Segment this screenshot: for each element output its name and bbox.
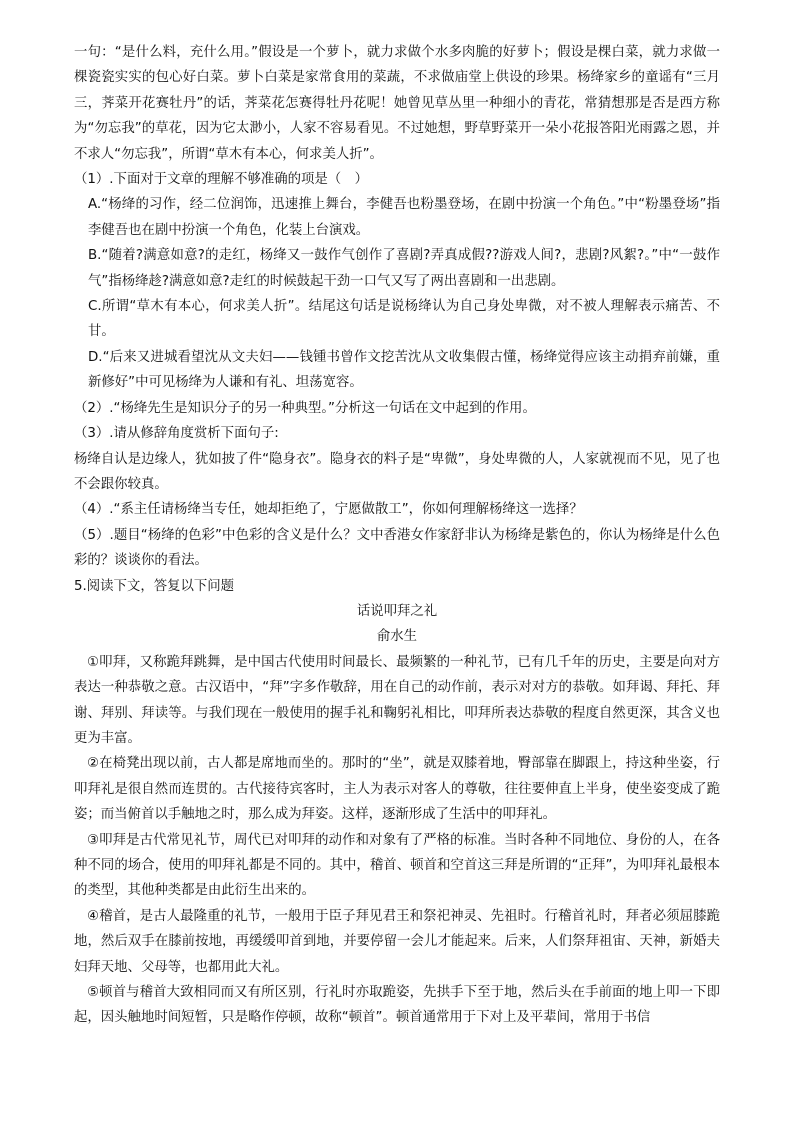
question-1-option-c: C.所谓“草木有本心，何求美人折”。结尾这句话是说杨绛认为自己身处卑微，对不被人理解表示痛苦、不甘。 [88,299,720,340]
document-page [74,40,720,1031]
question-3: （3）.请从修辞角度赏析下面句子: [74,426,279,442]
article-author: 俞水生 [376,629,418,645]
article-title: 话说叩拜之礼 [356,603,438,619]
question-1-option-d: D.“后来又进城看望沈从文夫妇——钱锺书曾作文挖苦沈从文收集假古懂，杨绛觉得应该主动捐弃前嫌，重新修好”中可见杨绛为人谦和有礼、坦荡宽容。 [88,349,720,391]
question-4: （4）.“系主任请杨绛当专任，她却拒绝了，宁愿做散工”，你如何理解杨绛这一选择？ [74,502,583,518]
article-paragraph-1: ①叩拜，又称跪拜跳舞，是中国古代使用时间最长、最频繁的一种礼节，已有几千年的历史，主要是向对方表达一种恭敬之意。古汉语中，“拜”字多作敬辞，用在自己的动作前，表示对对方的恭敬。如拜谒、拜托、拜谢、拜别、拜读等。与我们现在一般使用的握手礼和鞠躬礼相比，叩拜所表达恭敬的程度自然更深，其含义也更为丰富。 [74,654,720,746]
question-1-option-a: A.“杨绛的习作，经二位润饰，迅速推上舞台，李健吾也粉墨登场，在剧中扮演一个角色。”中“粉墨登场”指李健吾也在剧中扮演一个角色，化装上台演戏。 [88,197,720,238]
question-1-option-b: B.“随着?满意如意?的走红，杨绛又一鼓作气创作了喜剧?弄真成假??游戏人间?，悲剧?风絮?。”中“一鼓作气”指杨绛趁?满意如意?走红的时候鼓起干劲一口气又写了两出喜剧和一出悲剧。 [88,248,720,289]
question-5: （5）.题目“杨绛的色彩”中色彩的含义是什么？文中香港女作家舒非认为杨绛是紫色的，你认为杨绛是什么色彩的？谈谈你的看法。 [74,527,720,569]
article-paragraph-5: ⑤顿首与稽首大致相同而又有所区别，行礼时亦取跪姿，先拱手下至于地，然后头在手前面的地上叩一下即起，因头触地时间短暂，只是略作停顿，故称“顿首”。顿首通常用于下对上及平辈间，常用于书信 [74,985,720,1026]
section-5-heading: 5.阅读下文，答复以下问题 [74,578,235,594]
article-paragraph-3: ③叩拜是古代常见礼节，周代已对叩拜的动作和对象有了严格的标准。当时各种不同地位、身份的人，在各种不同的场合，使用的叩拜礼都是不同的。其中，稽首、顿首和空首这三拜是所谓的“正拜”，为叩拜礼最根本的类型，其他种类都是由此衍生出来的。 [74,832,720,899]
question-1: （1）.下面对于文章的理解不够准确的项是（ ） [74,172,368,188]
passage-ending-paragraph: 一句：“是什么料，充什么用。”假设是一个萝卜，就力求做个水多肉脆的好萝卜；假设是棵白菜，就力求做一棵瓷瓷实实的包心好白菜。萝卜白菜是家常食用的菜蔬，不求做庙堂上供设的珍果。杨绛家乡的童谣有“三月三，荠菜开花赛牡丹”的话，荠菜花怎赛得牡丹花呢！她曾见草丛里一种细小的青花，常猜想那是否是西方称为“勿忘我”的草花，因为它太渺小，人家不容易看见。不过她想，野草野菜开一朵小花报答阳光雨露之恩，并不求人“勿忘我”，所谓“草木有本心，何求美人折”。 [74,45,720,162]
article-paragraph-2: ②在椅凳出现以前，古人都是席地而坐的。那时的“坐”，就是双膝着地，臀部靠在脚跟上，持这种坐姿，行叩拜礼是很自然而连贯的。古代接待宾客时，主人为表示对客人的尊敬，往往要伸直上半身，使坐姿变成了跪姿；而当俯首以手触地之时，那么成为拜姿。这样，逐渐形成了生活中的叩拜礼。 [74,756,720,823]
question-3-quoted-sentence: 杨绛自认是边缘人，犹如披了件“隐身衣”。隐身衣的料子是“卑微”，身处卑微的人，人家就视而不见，见了也不会跟你较真。 [74,451,720,492]
question-2: （2）.“杨绛先生是知识分子的另一种典型。”分析这一句话在文中起到的作用。 [74,400,536,416]
article-paragraph-4: ④稽首，是古人最隆重的礼节，一般用于臣子拜见君王和祭祀神灵、先祖时。行稽首礼时，拜者必须屈膝跪地，然后双手在膝前按地，再缓缓叩首到地，并要停留一会儿才能起来。后来，人们祭拜祖宙、天神，新婚夫妇拜天地、父母等，也都用此大礼。 [74,908,720,975]
